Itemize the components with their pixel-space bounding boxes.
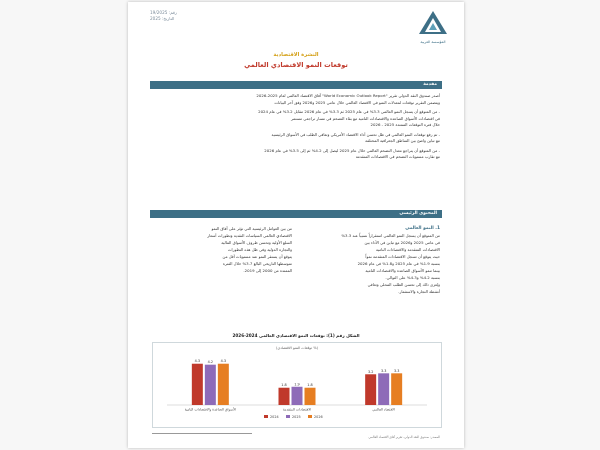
document-kicker: النشرة الاقتصادية [273, 52, 319, 58]
bar-2025-1 [292, 387, 303, 405]
category-label: الاقتصاد العالمي [372, 407, 395, 412]
section-title-main: المحتوى الرئيسي [399, 211, 437, 216]
legend-label: 2024 [270, 415, 279, 419]
legend-swatch-2024 [264, 415, 268, 418]
data-label: 1.8 [281, 383, 287, 388]
data-label: 1.9 [294, 382, 300, 387]
text-line: من بين العوامل الرئيسية التي تؤثر على آفاق النمو [211, 226, 292, 231]
chart-title: الشكل رقم (1): توقعات النمو الاقتصادي العالمي 2024-2026 [232, 333, 360, 338]
text-line: بنسبة 1.9% في عام 2025 و1.8% في عام 2026 [357, 261, 440, 266]
text-line: يتوقع أن يستقر النمو عند مستويات أقل من [222, 254, 292, 259]
bar-2025-2 [205, 365, 216, 405]
text-line: الاقتصادي العالمي السياسات النقدية وتطورات أسعار [207, 233, 292, 238]
organization-name: المؤسسة العربية [420, 40, 446, 44]
text-line: - تم رفع توقعات النمو العالمي في ظل تحسن أداء الاقتصاد الأمريكي وتعافي الطلب في الأسواق الرئيسية [271, 131, 440, 137]
data-label: 4.3 [220, 359, 227, 364]
data-label: 3.2 [367, 369, 374, 374]
text-line: بنسبة 4.2% و4.3% على التوالي. [385, 275, 440, 280]
section-bar-main [150, 210, 442, 218]
text-line: ويتضمن التقرير توقعات لمعدلات النمو في الاقتصاد العالمي خلال عامي 2025 و2026 وفق آخر البيانات [274, 99, 440, 105]
text-line: حيث يتوقع أن تسجل الاقتصادات المتقدمة نمواً [365, 254, 440, 259]
legend-swatch-2026 [308, 415, 312, 418]
chart-container [152, 342, 442, 428]
text-line: مع تباين واضح بين المناطق الجغرافية المختلفة [365, 138, 440, 143]
category-label: الأسواق الصاعدة والاقتصادات النامية [184, 407, 236, 412]
text-line: - من المتوقع أن يسجل النمو العالمي 3.3% في عام 2025 ثم 3.3% في عام 2026 مقابل 3.2% في عام 2024 [258, 109, 440, 114]
chart-subtitle: (توقعات النمو الاقتصادي %) [275, 346, 319, 350]
bar-2026-0 [391, 373, 402, 405]
document-page [128, 2, 464, 448]
text-line: مع تقارب مستويات التضخم في الاقتصادات المتقدمة [355, 154, 440, 159]
section-bar-intro [150, 81, 442, 89]
bar-2026-2 [218, 364, 229, 405]
text-line: أصدر صندوق النقد الدولي تقرير "World Economic Outlook Report" آفاق الاقتصاد العالمي لعام 2025-2026 [256, 93, 440, 98]
bar-2024-2 [192, 364, 203, 405]
text-line: أنشطة التجارة والاستثمار. [398, 289, 440, 294]
section-title-intro: مقدمة [423, 82, 437, 87]
text-line: - من المتوقع أن يتراجع معدل التضخم العالمي خلال عام 2025 ليصل إلى 4.2% ثم إلى 3.5% في عام 2026 [264, 147, 440, 153]
legend-label: 2026 [314, 415, 323, 419]
footnote-divider [152, 433, 252, 434]
text-line: الممتدة من 2000 إلى 2019. [243, 268, 292, 273]
bar-chart [153, 343, 441, 427]
bar-2025-0 [378, 373, 389, 405]
text-line: في عامي 2025 و2026 مع تباين في الأداء بين [364, 240, 440, 245]
text-line: بينما تنمو الأسواق الصاعدة والاقتصادات النامية [365, 268, 440, 273]
category-label: الاقتصادات المتقدمة [282, 407, 312, 412]
bar-2024-0 [365, 374, 376, 405]
data-label: 3.3 [393, 368, 400, 373]
bar-2024-1 [279, 388, 290, 405]
document-ref: رقم: 19/2025 [150, 10, 177, 15]
text-line: متوسطها التاريخي البالغ 3.7% خلال الفترة [222, 261, 292, 266]
data-label: 4.2 [207, 360, 214, 365]
legend-label: 2025 [292, 415, 301, 419]
text-line: خلال فترة التوقعات الممتدة 2025 - 2026 [370, 122, 440, 127]
text-line: من المتوقع أن يسجل النمو العالمي استقراراً نسبياً عند 3.3% [341, 233, 440, 238]
left-column-text [152, 225, 292, 274]
document-meta [150, 10, 177, 22]
subsection-title: 1. النمو العالمي [405, 226, 440, 231]
text-line: السلع الأولية وتحسن ظروف الأسواق المالية [221, 240, 292, 245]
logo-icon [418, 10, 448, 36]
text-line: ويُعزى ذلك إلى تحسن الطلب المحلي وتعافي [367, 282, 440, 287]
right-column-text [302, 225, 440, 295]
data-label: 4.3 [194, 359, 201, 364]
text-line: والتجارة الدولية وفي ظل هذه التطورات [227, 247, 292, 252]
legend-swatch-2025 [286, 415, 290, 418]
bar-2026-1 [305, 388, 316, 405]
document-date: التاريخ: 2025 [150, 16, 175, 21]
data-label: 3.3 [380, 368, 387, 373]
intro-text [152, 93, 440, 161]
footnote: المصدر: صندوق النقد الدولي، تقرير آفاق الاقتصاد العالمي [368, 435, 440, 439]
text-line: في اقتصادات الأسواق الصاعدة والاقتصادات النامية مع بقاء التضخم في مسار تراجعي مستمر [290, 115, 440, 121]
document-title: توقعات النمو الاقتصادي العالمي [244, 61, 348, 69]
organization-logo [416, 10, 450, 45]
text-line: الاقتصادات المتقدمة والاقتصادات النامية [375, 247, 440, 252]
data-label: 1.8 [307, 383, 313, 388]
document-titles [128, 52, 464, 69]
